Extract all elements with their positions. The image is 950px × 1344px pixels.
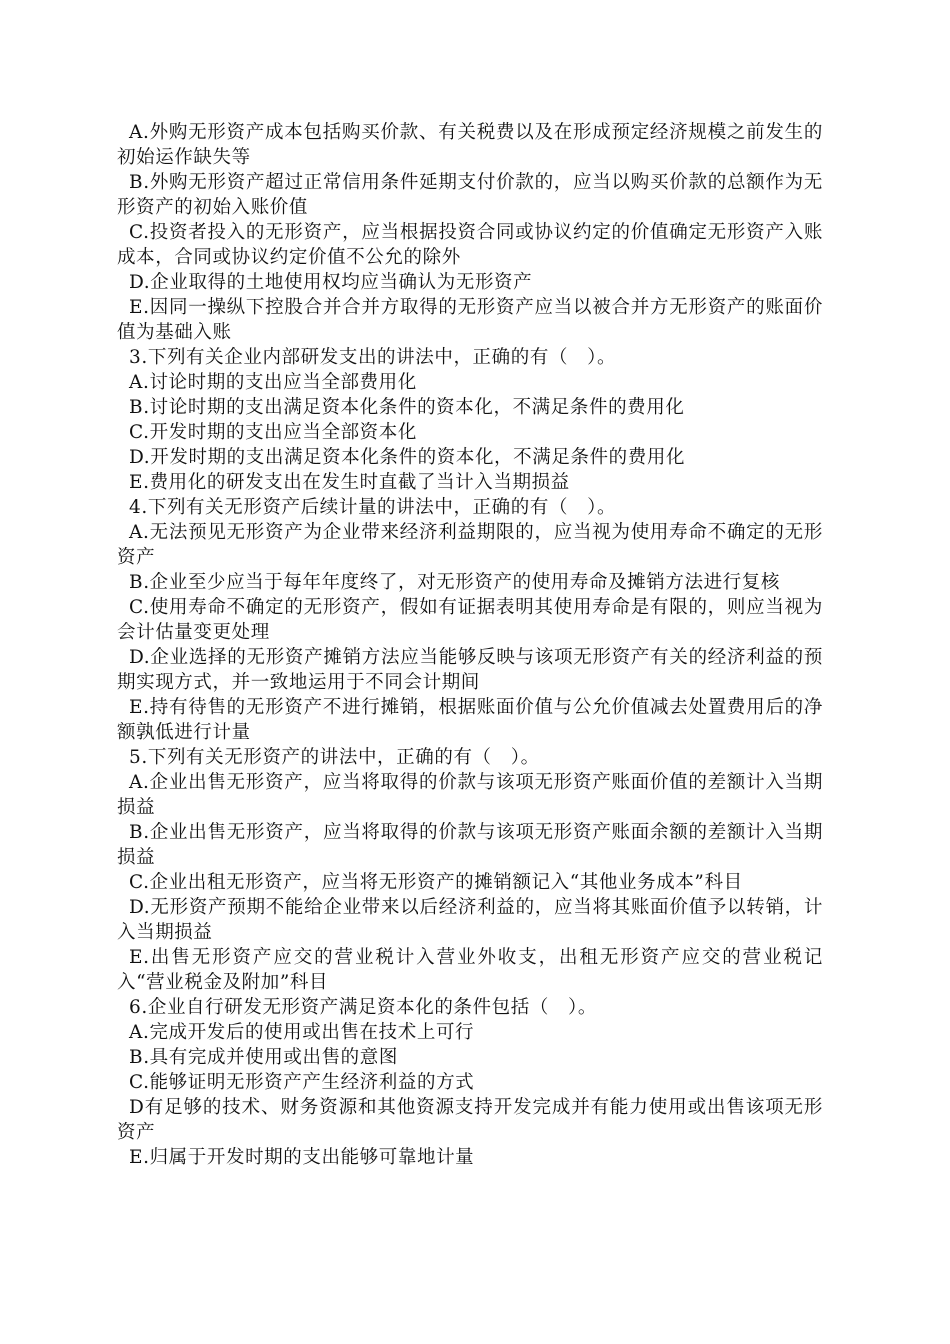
option-4e: E.持有待售的无形资产不进行摊销，根据账面价值与公允价值减去处置费用后的净额孰低进行计量 xyxy=(117,697,823,743)
option-6e: E.归属于开发时期的支出能够可靠地计量 xyxy=(129,1147,475,1168)
option-3c: C.开发时期的支出应当全部资本化 xyxy=(129,422,417,443)
document-body xyxy=(117,120,823,1170)
option-4b: B.企业至少应当于每年年度终了，对无形资产的使用寿命及摊销方法进行复核 xyxy=(129,572,780,593)
question-6: 6.企业自行研发无形资产满足资本化的条件包括（ ）。 xyxy=(129,997,598,1018)
option-5a: A.企业出售无形资产，应当将取得的价款与该项无形资产账面价值的差额计入当期损益 xyxy=(117,772,823,818)
option-6c: C.能够证明无形资产产生经济利益的方式 xyxy=(129,1072,475,1093)
option-2c: C.投资者投入的无形资产，应当根据投资合同或协议约定的价值确定无形资产入账成本，合同或协议约定价值不公允的除外 xyxy=(117,222,823,268)
option-6d: D有足够的技术、财务资源和其他资源支持开发完成并有能力使用或出售该项无形资产 xyxy=(117,1097,823,1143)
option-3d: D.开发时期的支出满足资本化条件的资本化，不满足条件的费用化 xyxy=(129,447,686,468)
option-2a: A.外购无形资产成本包括购买价款、有关税费以及在形成预定经济规模之前发生的初始运作缺失等 xyxy=(117,122,823,168)
option-2d: D.企业取得的土地使用权均应当确认为无形资产 xyxy=(129,272,533,293)
option-6b: B.具有完成并使用或出售的意图 xyxy=(129,1047,398,1068)
option-4c: C.使用寿命不确定的无形资产，假如有证据表明其使用寿命是有限的，则应当视为会计估量变更处理 xyxy=(117,597,823,643)
option-3b: B.讨论时期的支出满足资本化条件的资本化，不满足条件的费用化 xyxy=(129,397,685,418)
option-2e: E.因同一操纵下控股合并合并方取得的无形资产应当以被合并方无形资产的账面价值为基础入账 xyxy=(117,297,823,343)
option-6a: A.完成开发后的使用或出售在技术上可行 xyxy=(129,1022,475,1043)
option-2b: B.外购无形资产超过正常信用条件延期支付价款的，应当以购买价款的总额作为无形资产的初始入账价值 xyxy=(117,172,823,218)
option-5b: B.企业出售无形资产，应当将取得的价款与该项无形资产账面余额的差额计入当期损益 xyxy=(117,822,823,868)
question-4: 4.下列有关无形资产后续计量的讲法中，正确的有（ ）。 xyxy=(129,497,617,518)
option-3e: E.费用化的研发支出在发生时直截了当计入当期损益 xyxy=(129,472,570,493)
option-5d: D.无形资产预期不能给企业带来以后经济利益的，应当将其账面价值予以转销，计入当期损益 xyxy=(117,897,823,943)
option-5e: E.出售无形资产应交的营业税计入营业外收支，出租无形资产应交的营业税记入“营业税金及附加”科目 xyxy=(117,947,823,993)
option-5c: C.企业出租无形资产，应当将无形资产的摊销额记入“其他业务成本”科目 xyxy=(129,872,743,893)
option-4a: A.无法预见无形资产为企业带来经济利益期限的，应当视为使用寿命不确定的无形资产 xyxy=(117,522,823,568)
option-4d: D.企业选择的无形资产摊销方法应当能够反映与该项无形资产有关的经济利益的预期实现方式，并一致地运用于不同会计期间 xyxy=(117,647,823,693)
question-5: 5.下列有关无形资产的讲法中，正确的有（ ）。 xyxy=(129,747,540,768)
question-3: 3.下列有关企业内部研发支出的讲法中，正确的有（ ）。 xyxy=(129,347,617,368)
option-3a: A.讨论时期的支出应当全部费用化 xyxy=(129,372,417,393)
